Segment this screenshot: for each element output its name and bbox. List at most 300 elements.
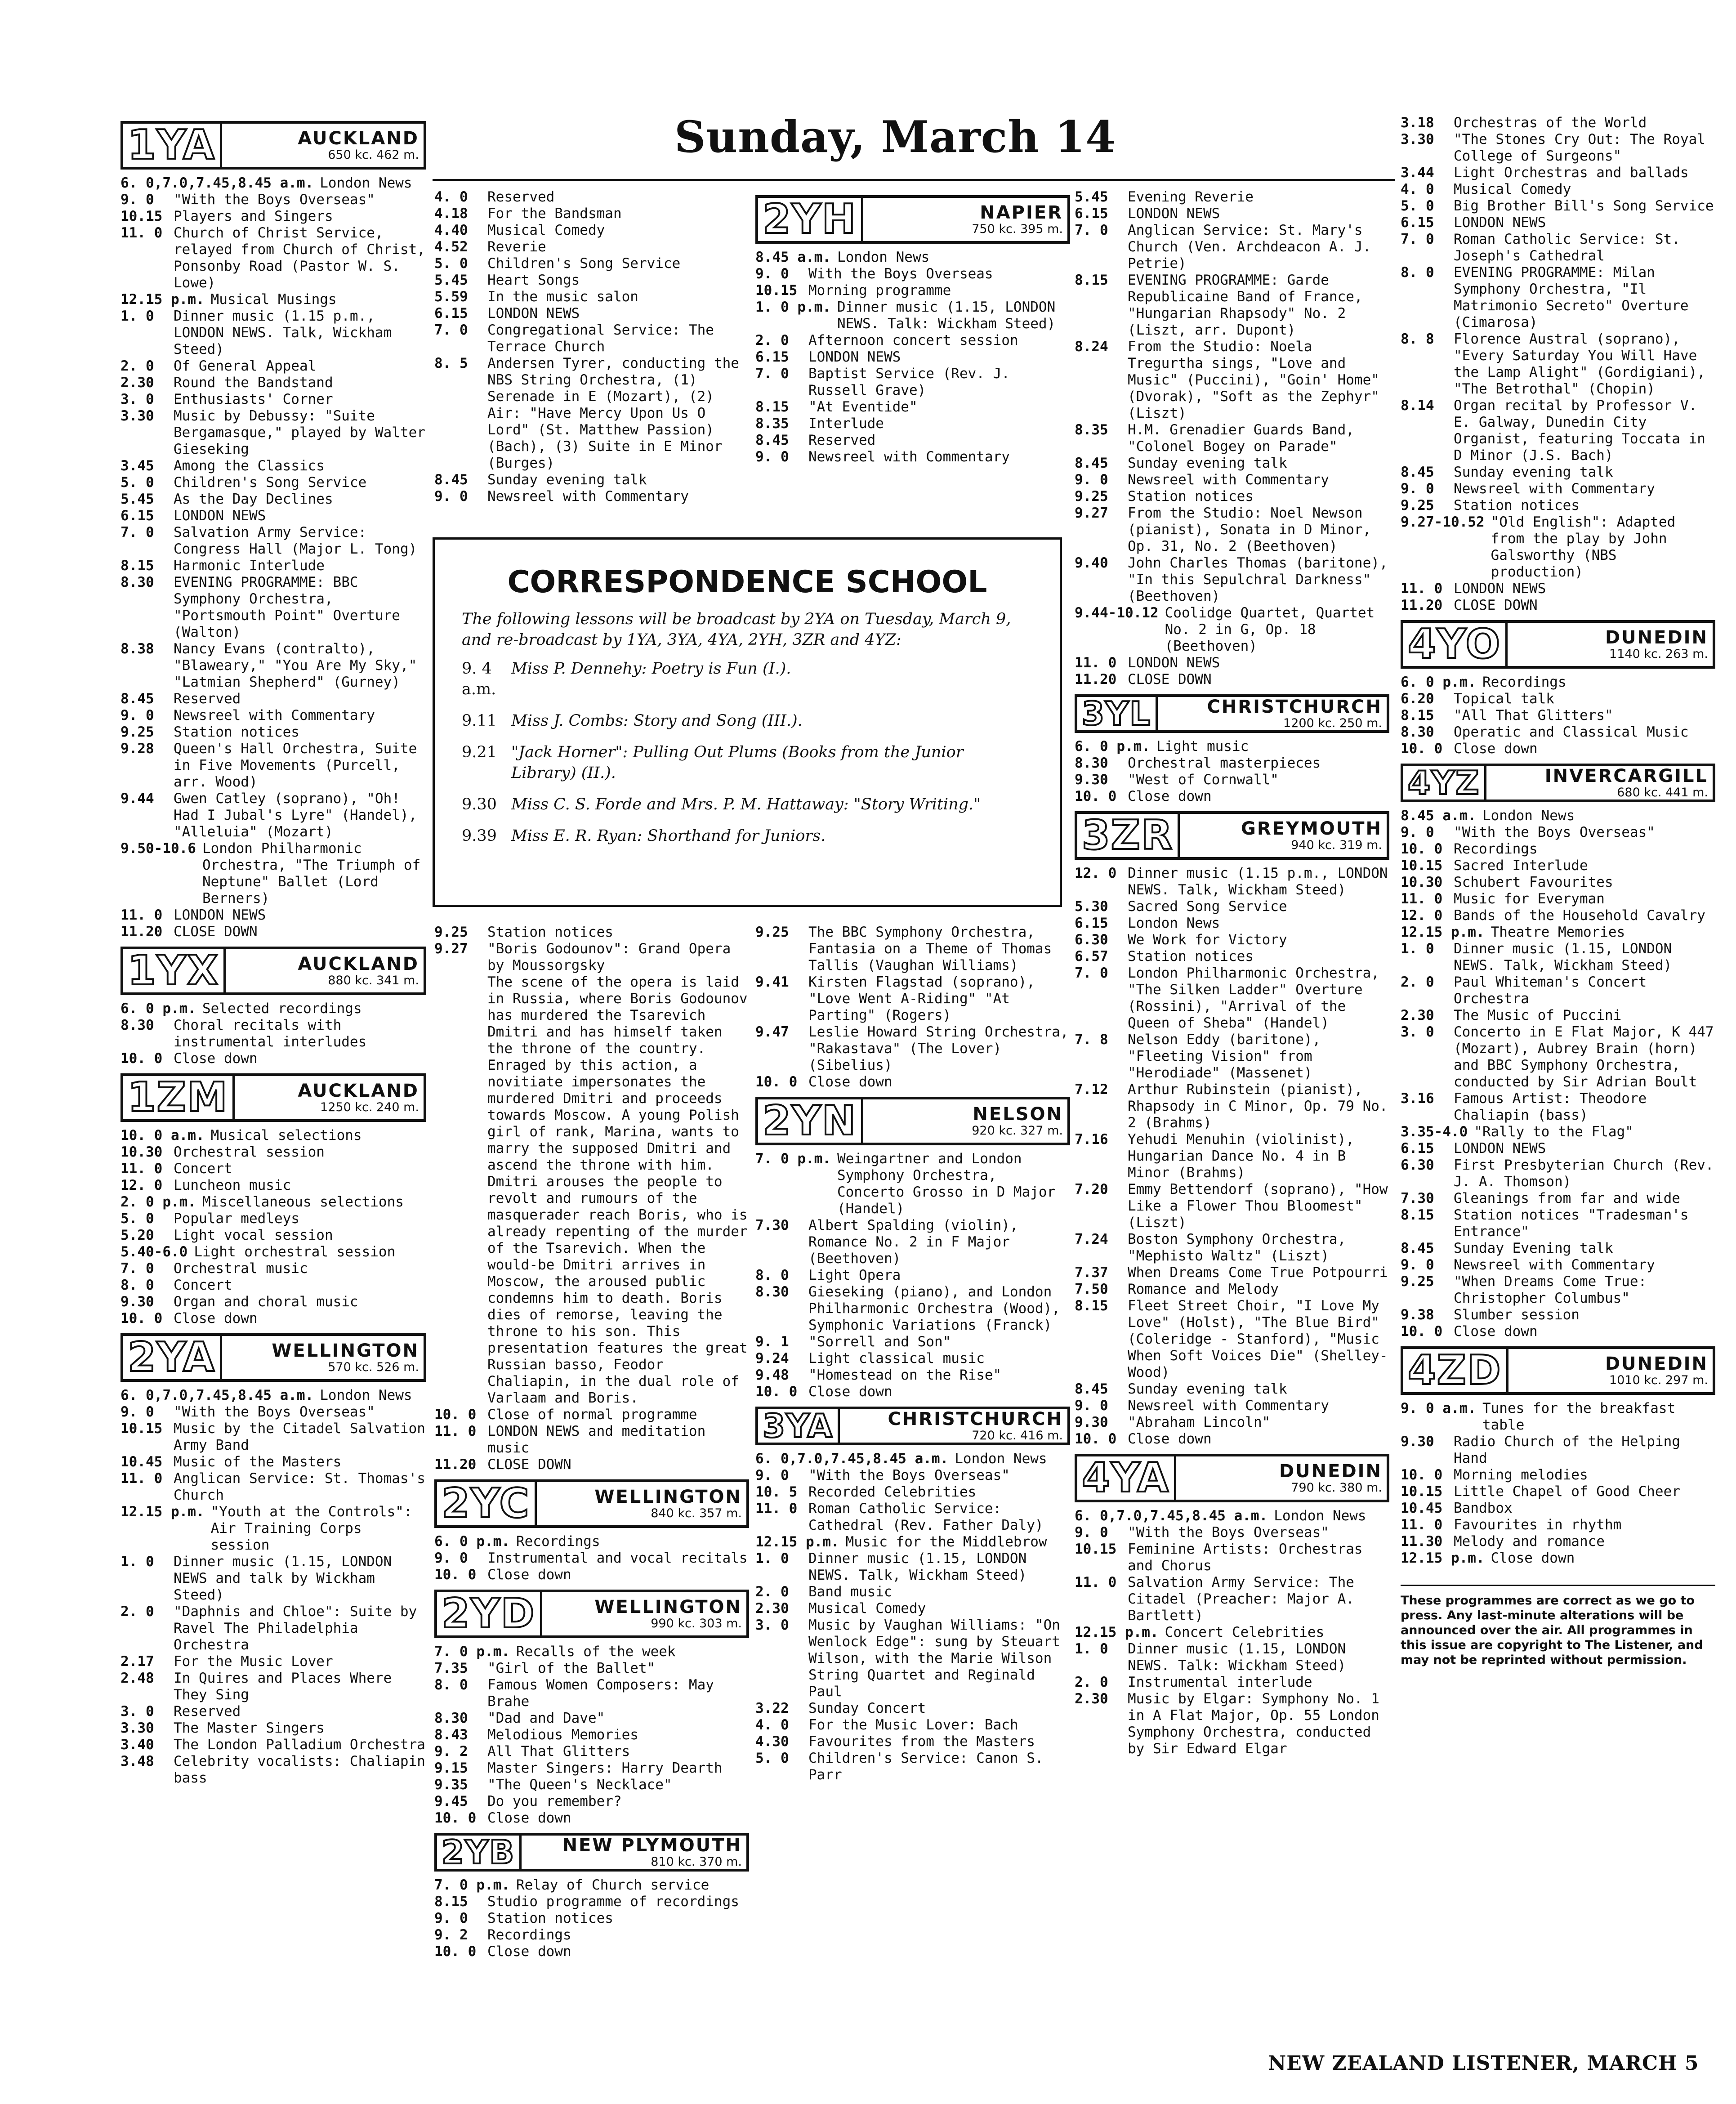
programme-time: 10.15 [1401,1483,1443,1500]
programme-time: 10.45 [120,1454,163,1470]
programme-item [120,840,426,907]
programme-item [1075,272,1389,339]
programme-title: Coolidge Quartet, Quartet No. 2 in G, Op. 18 (Beethoven) [1165,605,1375,654]
programme-title: Celebrity vocalists: Chaliapin bass [174,1753,425,1786]
programme-time: 8.30 [1075,755,1108,771]
programme-time: 7. 0 [755,366,789,382]
programme-time: 11. 0 [1075,1574,1117,1590]
programme-title: Among the Classics [174,458,325,474]
programme-title: Music of the Masters [174,1454,342,1470]
programme-title: Operatic and Classical Music [1454,724,1689,740]
programme-item [1075,605,1389,655]
lesson-time: 9.39 [462,827,497,845]
programme-title: Weingartner and London Symphony Orchestra, Concerto Grosso in D Major (Handel) [837,1151,1056,1217]
programme-item [755,1700,1070,1717]
programme-title: Light music [1156,738,1249,755]
programme-time: 9.45 [434,1793,468,1809]
programme-title: Leslie Howard String Orchestra, "Rakastava" (The Lover) (Sibelius) [808,1024,1069,1073]
programme-item [1075,222,1389,272]
programme-title: Selected recordings [202,1001,362,1017]
programme-item [120,508,426,524]
programme-time: 9.30 [1401,1434,1434,1450]
programme-title: Children's Service: Canon S. Parr [808,1750,1044,1783]
station-city: DUNEDIN [1605,627,1708,648]
programme-title: Afternoon concert session [808,332,1018,348]
programme-time: 7. 0 p.m. [755,1151,831,1167]
programme-item [1401,514,1715,581]
programme-item [120,1277,426,1294]
programme-time: 9.41 [755,974,789,990]
programme-time: 6.15 [1075,915,1108,931]
programme-title: "All That Glitters" [1454,707,1613,724]
programme-time: 8.45 [434,472,468,488]
programme-title: Station notices [1128,488,1254,505]
station-callsign: 2YA [123,1336,222,1379]
station-s3ya_cont [1075,189,1389,688]
station-frequency: 840 kc. 357 m. [651,1506,742,1520]
programme-time: 10.30 [1401,874,1443,890]
programme-time: 8.45 [755,432,789,448]
programme-time: 10. 0 [755,1384,798,1400]
programme-item [1075,788,1389,805]
programme-item [755,449,1070,465]
station-frequency: 650 kc. 462 m. [328,148,419,162]
station-header [120,1333,426,1382]
programme-item [120,1604,426,1653]
programme-time: 8.15 [1401,1207,1434,1223]
programme-time: 12.15 p.m. [1075,1624,1159,1640]
lesson-item [462,658,1033,700]
programme-time: 1. 0 p.m. [755,299,831,315]
station-s3zr [1075,811,1389,1447]
programme-time: 6.30 [1075,932,1108,948]
programme-title: "Boris Godounov": Grand Opera by Moussorgsky [487,941,731,974]
station-header [1075,694,1389,733]
programme-title: For the Music Lover: Bach [808,1717,1018,1733]
programme-item [1401,464,1715,481]
programme-title: Church of Christ Service, relayed from Church of Christ, Ponsonby Road (Pastor W. S. Lowe) [174,225,425,291]
programme-title: LONDON NEWS [1128,205,1220,222]
programme-item [755,1334,1070,1350]
station-header [1075,1454,1389,1502]
programme-title: Topical talk [1454,691,1554,707]
programme-item [1075,1298,1389,1381]
programme-time: 10. 0 [434,1407,477,1423]
programme-item [120,1144,426,1161]
programme-time: 9.25 [755,924,789,940]
station-s1zm [120,1073,426,1327]
programme-item [120,1554,426,1604]
programme-item [1075,1131,1389,1181]
programme-time: 9. 0 [755,449,789,465]
station-header [120,1073,426,1122]
programme-time: 9.27 [434,941,468,957]
programme-title: CLOSE DOWN [487,1456,571,1473]
programme-time: 9. 0 [434,1550,468,1566]
programme-item [120,391,426,408]
station-s3ya [755,1407,1070,1783]
station-header [434,1479,749,1528]
station-callsign: 2YB [437,1836,522,1869]
programme-time: 10. 0 [434,1567,477,1583]
programme-title: Of General Appeal [174,358,317,374]
programme-title: We Work for Victory [1128,932,1287,948]
programme-item [1401,824,1715,841]
lesson-title: Miss P. Dennehy: Poetry is Fun (I.). [511,660,791,678]
programme-title: Music by Elgar: Symphony No. 1 in A Flat Major, Op. 55 London Symphony Orchestra, conducted by Sir Edward Elgar [1128,1691,1379,1757]
programme-item [1075,932,1389,948]
programme-item [1401,1207,1715,1240]
programme-time: 8.15 [755,399,789,415]
lesson-title: Miss E. R. Ryan: Shorthand for Juniors. [511,827,826,845]
station-header [1401,1346,1715,1395]
programme-title: Close down [1454,1323,1538,1340]
programme-title: Concert [174,1277,232,1293]
programme-title: Station notices [1454,497,1580,514]
programme-title: The London Palladium Orchestra [174,1737,425,1753]
programme-time: 8. 5 [434,355,468,371]
column-2-lower [434,924,749,1960]
programme-time: 10.45 [1401,1500,1443,1516]
programme-title: Schubert Favourites [1454,874,1613,890]
programme-title: Station notices [174,724,299,740]
programme-title: LONDON NEWS and meditation music [487,1423,706,1456]
station-info [522,1836,746,1869]
programme-item [1401,1323,1715,1340]
programme-time: 11. 0 [1401,891,1443,907]
programme-time: 5. 0 [120,474,154,491]
programme-time: 11. 0 [120,1470,163,1487]
station-info [537,1482,746,1525]
station-city: CHRISTCHURCH [1207,697,1382,717]
programme-title: Orchestral music [174,1260,308,1277]
programme-title: "The Queen's Necklace" [487,1777,672,1793]
programme-title: Concert Celebrities [1165,1624,1325,1640]
programme-item [1075,472,1389,488]
station-city: NEW PLYMOUTH [562,1835,742,1856]
programme-item [1401,841,1715,858]
programme-item [434,488,749,505]
programme-item [1401,1157,1715,1190]
programme-item [120,1703,426,1720]
station-callsign: 2YH [758,198,863,241]
programme-title: Theatre Memories [1491,924,1625,940]
programme-title: "Abraham Lincoln" [1128,1414,1271,1430]
programme-time: 11. 0 [120,907,163,923]
programme-title: Anglican Service: St. Thomas's Church [174,1470,425,1503]
programme-title: LONDON NEWS [808,349,901,365]
programme-title: "With the Boys Overseas" [1454,824,1655,840]
programme-item [1075,505,1389,555]
station-info [863,1099,1067,1143]
programme-time: 5.30 [1075,898,1108,915]
programme-time: 10. 0 [120,1310,163,1327]
programme-item [120,724,426,741]
programme-title: Nancy Evans (contralto), "Blaweary," "You Are My Sky," "Latmian Shepherd" (Gurney) [174,641,417,690]
programme-time: 6. 0,7.0,7.45,8.45 a.m. [120,1387,314,1403]
programme-item [120,1050,426,1067]
programme-time: 9.25 [1401,1273,1434,1290]
programme-time: 3.30 [120,408,154,424]
station-header [434,1590,749,1638]
station-frequency: 880 kc. 341 m. [328,974,419,987]
lesson-title: Miss J. Combs: Story and Song (III.). [511,712,803,730]
programme-item [755,924,1070,974]
programme-title: Big Brother Bill's Song Service [1454,198,1714,214]
programme-time: 10. 0 [434,1810,477,1826]
programme-item [1075,1264,1389,1281]
programme-item [120,574,426,641]
programme-item [120,1387,426,1404]
programme-title: London Philharmonic Orchestra, "The Triumph of Neptune" Ballet (Lord Berners) [202,840,421,907]
programme-time: 9.27-10.52 [1401,514,1485,530]
station-callsign: 3YL [1077,697,1158,730]
programme-time: 9. 0 [120,192,154,208]
programme-item [1401,1257,1715,1273]
programme-time: 8.45 a.m. [1401,808,1476,824]
programme-title: Close down [174,1310,258,1327]
programme-time: 8.14 [1401,398,1434,414]
station-s2ya_cont [434,189,749,505]
programme-title: Sacred Interlude [1454,858,1588,874]
programme-time: 9. 0 [1075,472,1108,488]
programme-time: 9. 2 [434,1743,468,1760]
station-frequency: 920 kc. 327 m. [972,1124,1063,1138]
programme-time: 5.45 [434,272,468,288]
programme-title: In Quires and Places Where They Sing [174,1670,392,1703]
programme-title: Harmonic Interlude [174,558,325,574]
programme-time: 2.17 [120,1653,154,1670]
station-s2ya [120,1333,426,1787]
station-s2yd [434,1590,749,1827]
lesson-time: 9.11 [462,712,497,730]
station-callsign: 4YO [1403,623,1508,666]
programme-item [755,332,1070,349]
station-city: WELLINGTON [272,1340,419,1361]
programme-time: 9.44-10.12 [1075,605,1159,621]
programme-item [1075,1524,1389,1541]
programme-title: Close down [487,1810,571,1826]
station-callsign: 4ZD [1403,1349,1508,1392]
programme-time: 9.47 [755,1024,789,1040]
programme-title: "West of Cornwall" [1128,772,1279,788]
programme-title: Light vocal session [174,1227,333,1243]
programme-time: 4. 0 [1401,181,1434,197]
programme-item [755,1717,1070,1733]
programme-time: 7.24 [1075,1231,1108,1247]
lesson-item [462,826,1033,846]
programme-item [1401,891,1715,907]
programme-item [755,249,1070,266]
programme-item [1401,1467,1715,1483]
programme-title: London News [1482,808,1575,824]
programme-time: 2.30 [120,375,154,391]
programme-item [120,558,426,574]
programme-title: Light orchestral session [194,1244,396,1260]
programme-item [120,225,426,291]
lesson-item [462,794,1033,815]
programme-title: Close down [808,1384,893,1400]
programme-item [434,1793,749,1810]
programme-title: "Old English": Adapted from the play by John Galsworthy (NBS production) [1491,514,1676,580]
programme-item [434,1677,749,1710]
programme-title: CLOSE DOWN [1128,671,1212,688]
programme-title: Recordings [516,1533,600,1550]
programme-time: 12. 0 [1401,907,1443,924]
programme-title: EVENING PROGRAMME: BBC Symphony Orchestra, "Portsmouth Point" Overture (Walton) [174,574,400,640]
programme-time: 8.30 [120,574,154,590]
programme-item [1401,691,1715,707]
programme-item [1075,948,1389,965]
programme-item [434,1407,749,1423]
programme-title: Musical Comedy [1454,181,1571,197]
programme-item [1401,974,1715,1007]
programme-item [755,1550,1070,1584]
programme-item [120,741,426,791]
programme-time: 7. 0 [120,524,154,541]
programme-title: Gieseking (piano), and London Philharmonic Orchestra (Wood), Symphonic Variations (Franck) [808,1284,1060,1333]
programme-item [1075,1281,1389,1298]
programme-item [1075,965,1389,1032]
programme-item [755,1484,1070,1501]
programme-item [434,1423,749,1456]
programme-item [755,1600,1070,1617]
station-city: INVERCARGILL [1544,766,1708,786]
programme-time: 7.20 [1075,1181,1108,1197]
programme-item [120,1260,426,1277]
programme-item [434,272,749,289]
programme-item [120,1310,426,1327]
programme-time: 10. 5 [755,1484,798,1500]
programme-title: The Music of Puccini [1454,1007,1622,1023]
programme-title: Yehudi Menuhin (violinist), Hungarian Dance No. 4 in B Minor (Brahms) [1128,1131,1354,1181]
programme-title: "Dad and Dave" [487,1710,605,1726]
programme-time: 7.37 [1075,1264,1108,1281]
programme-time: 4.30 [755,1733,789,1750]
lesson-list [462,658,1033,846]
station-callsign: 3ZR [1077,814,1180,857]
programme-time: 7. 0 [1075,222,1108,238]
programme-title: Paul Whiteman's Concert Orchestra [1454,974,1647,1007]
programme-title: In the music salon [487,289,638,305]
programme-time: 8.45 [1401,464,1434,480]
programme-time: 9. 0 [755,1467,789,1483]
station-callsign: 1ZM [123,1076,235,1119]
programme-item [755,1384,1070,1400]
programme-item [434,1943,749,1960]
programme-title: Anglican Service: St. Mary's Church (Ven. Archdeacon A. J. Petrie) [1128,222,1371,272]
programme-time: 8. 8 [1401,331,1434,347]
programme-time: 9.15 [434,1760,468,1776]
programme-item [434,189,749,205]
programme-item [1401,1090,1715,1124]
lesson-item [462,710,1033,731]
programme-item [434,322,749,355]
programme-title: Albert Spalding (violin), Romance No. 2 in F Major (Beethoven) [808,1217,1018,1267]
programme-item [1075,671,1389,688]
programme-item [755,1733,1070,1750]
station-frequency: 1140 kc. 263 m. [1609,647,1708,661]
programme-time: 11. 0 [120,1161,163,1177]
programme-item [120,791,426,840]
programme-time: 3.44 [1401,165,1434,181]
programme-time: 9.25 [120,724,154,740]
programme-item [1401,1240,1715,1257]
lesson-title: "Jack Horner": Pulling Out Plums (Books from the Junior Library) (II.). [511,743,964,782]
column-5 [1401,115,1715,1667]
programme-title: London News [320,175,412,191]
programme-title: Station notices "Tradesman's Entrance" [1454,1207,1689,1240]
programme-time: 9. 0 [755,266,789,282]
programme-title: "The Stones Cry Out: The Royal College of Surgeons" [1454,131,1705,164]
programme-time: 9.25 [1401,497,1434,514]
programme-time: 11.20 [434,1456,477,1473]
programme-item [120,408,426,458]
programme-title: Concert [174,1161,232,1177]
programme-time: 9. 0 [434,488,468,505]
programme-title: LONDON NEWS [1454,214,1546,231]
programme-item [1401,674,1715,691]
programme-title: LONDON NEWS [174,508,266,524]
programme-title: EVENING PROGRAMME: Milan Symphony Orchestra, "Il Matrimonio Secreto" Overture (Cimarosa) [1454,264,1689,331]
programme-title: Romance and Melody [1128,1281,1279,1297]
programme-item [120,1001,426,1017]
programme-time: 8.30 [434,1710,468,1726]
programme-title: London News [837,249,930,265]
programme-title: Station notices [1128,948,1254,965]
programme-title: Reverie [487,239,546,255]
programme-time: 6.15 [434,305,468,322]
programme-time: 7. 0 p.m. [434,1877,510,1893]
programme-title: Melodious Memories [487,1727,638,1743]
programme-time: 6. 0 p.m. [1075,738,1150,755]
station-city: AUCKLAND [298,128,419,149]
programme-time: 10. 0 a.m. [120,1127,205,1144]
programme-item [120,1211,426,1227]
programme-title: Close down [1128,1431,1212,1447]
programme-item [1075,898,1389,915]
station-info [1180,814,1387,857]
programme-time: 3.30 [120,1720,154,1736]
programme-time: 2. 0 p.m. [120,1194,196,1210]
programme-item [755,349,1070,366]
lesson-item [462,742,1033,783]
column-1 [120,115,426,1787]
programme-title: Arthur Rubinstein (pianist), Rhapsody in C Minor, Op. 79 No. 2 (Brahms) [1128,1081,1388,1131]
programme-item [755,1584,1070,1600]
programme-title: Sunday Evening talk [1454,1240,1613,1256]
programme-time: 12. 0 [1075,865,1117,881]
programme-title: Light classical music [808,1350,985,1367]
programme-item [755,1217,1070,1267]
programme-time: 7. 0 [1401,231,1434,247]
programme-item [1075,1414,1389,1431]
programme-title: Sunday evening talk [1128,1381,1287,1397]
programme-item [1075,1181,1389,1231]
programme-item [434,1550,749,1567]
programme-item [434,1910,749,1927]
programme-title: Close down [487,1943,571,1960]
lesson-title: Miss C. S. Forde and Mrs. P. M. Hattaway: "Story Writing." [511,795,981,813]
programme-title: For the Music Lover [174,1653,333,1670]
programme-item [1401,707,1715,724]
programme-title: Close down [1454,741,1538,757]
lesson-time: 9. 4 a.m. [462,660,496,698]
programme-time: 8.30 [120,1017,154,1033]
programme-title: Station notices [487,924,613,940]
programme-title: London Philharmonic Orchestra, "The Silken Ladder" Overture (Rossini), "Arrival of the Queen of Sheba" (Handel) [1128,965,1379,1031]
programme-title: Dinner music (1.15, LONDON NEWS. Talk, Wickham Steed) [808,1550,1027,1583]
